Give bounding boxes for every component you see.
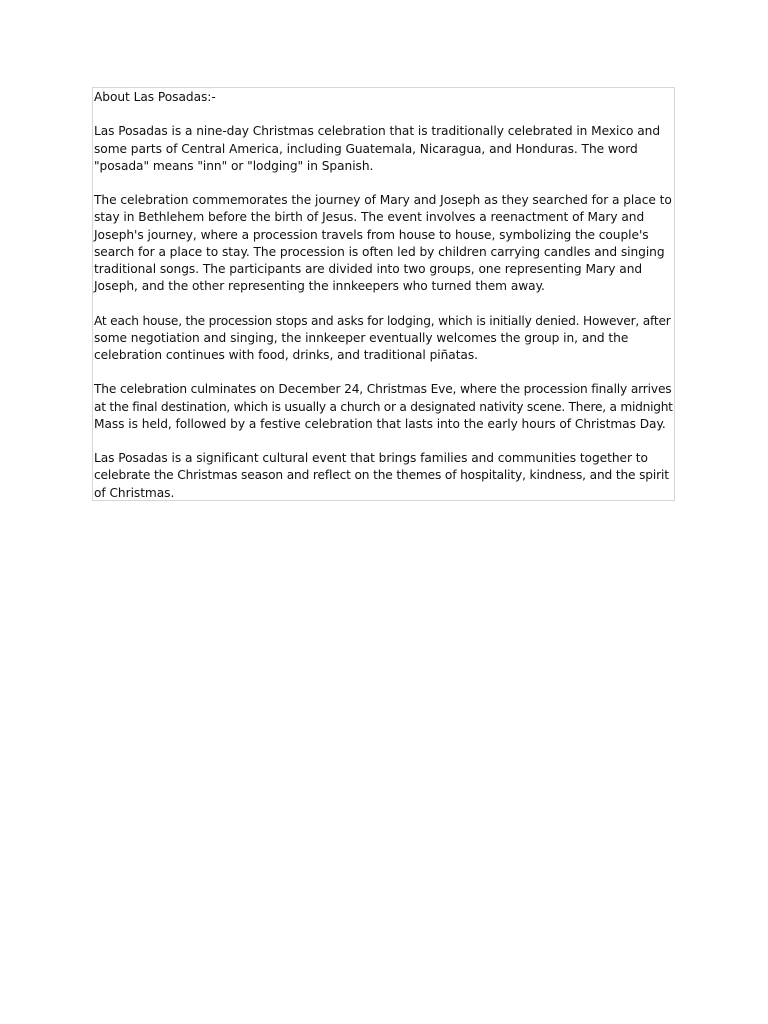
- paragraph-line: search for a place to stay. The procession is often led by children carrying candles and singing: [94, 244, 665, 259]
- paragraph-line: some negotiation and singing, the innkeeper eventually welcomes the group in, and the: [94, 330, 629, 345]
- paragraph-line: Joseph's journey, where a procession travels from house to house, symbolizing the couple's: [94, 227, 649, 242]
- paragraph-line: at the final destination, which is usually a church or a designated nativity scene. There, a midnight: [94, 399, 673, 414]
- paragraph-line: Las Posadas is a nine-day Christmas celebration that is traditionally celebrated in Mexico and: [94, 124, 661, 139]
- paragraph-lodging: [94, 313, 674, 365]
- paragraph-line: traditional songs. The participants are divided into two groups, one representing Mary and: [94, 262, 643, 276]
- paragraph-line: stay in Bethlehem before the birth of Jesus. The event involves a reenactment of Mary and: [94, 210, 645, 225]
- paragraph-line: celebrate the Christmas season and reflect on the themes of hospitality, kindness, and the spirit: [94, 468, 669, 483]
- paragraph-line: At each house, the procession stops and asks for lodging, which is initially denied. However, after: [94, 313, 671, 328]
- paragraph-significance: [94, 450, 674, 501]
- document-heading: About Las Posadas:-: [94, 90, 216, 104]
- paragraph-culmination: [94, 381, 674, 433]
- paragraph-line: "posada" means "inn" or "lodging" in Spanish.: [94, 158, 374, 173]
- paragraph-line: celebration continues with food, drinks, and traditional piñatas.: [94, 348, 478, 362]
- paragraph-journey: [94, 192, 674, 295]
- paragraph-line: Mass is held, followed by a festive celebration that lasts into the early hours of Christmas Day.: [94, 416, 666, 431]
- paragraph-line: of Christmas.: [94, 485, 175, 500]
- paragraph-intro: [94, 123, 674, 175]
- document-text-box: [92, 87, 675, 501]
- paragraph-line: some parts of Central America, including Guatemala, Nicaragua, and Honduras. The word: [94, 141, 638, 156]
- paragraph-line: The celebration commemorates the journey of Mary and Joseph as they searched for a place to: [94, 193, 672, 208]
- paragraph-line: Las Posadas is a significant cultural event that brings families and communities together to: [94, 451, 648, 466]
- paragraph-line: The celebration culminates on December 24, Christmas Eve, where the procession finally arrives: [94, 382, 672, 397]
- paragraph-line: Joseph, and the other representing the innkeepers who turned them away.: [94, 279, 545, 294]
